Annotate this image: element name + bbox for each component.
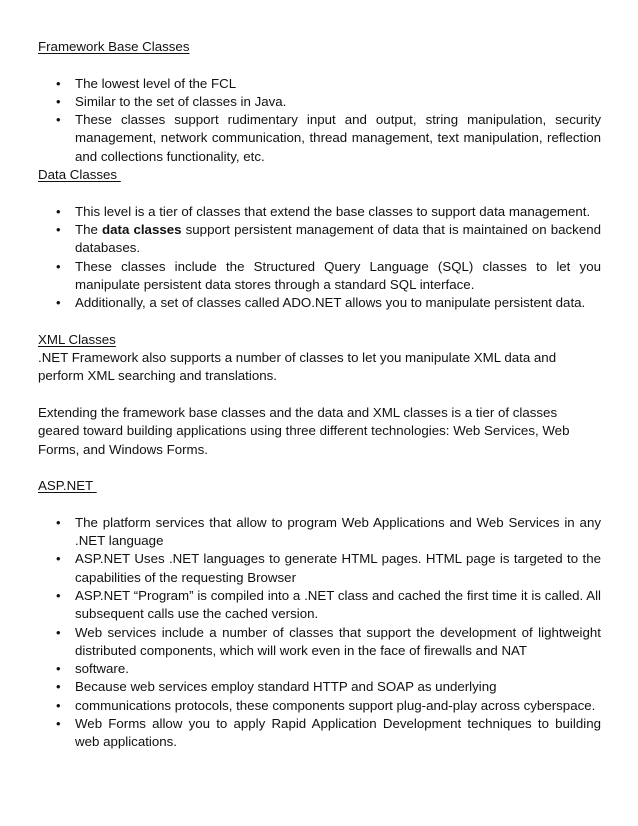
- list-item: • ASP.NET “Program” is compiled into a .NET class and cached the first time it is called. All subsequent calls use the cached version.: [56, 587, 601, 622]
- list-item: • The platform services that allow to program Web Applications and Web Services in any .NET language: [56, 514, 601, 549]
- section-xml-classes: [38, 331, 601, 349]
- bullet-icon: •: [56, 93, 61, 109]
- list-item: • Because web services employ standard HTTP and SOAP as underlying: [38, 678, 601, 696]
- bullet-icon: •: [56, 203, 61, 219]
- bullet-icon: •: [56, 75, 61, 91]
- list-item: • This level is a tier of classes that extend the base classes to support data management.: [38, 203, 601, 221]
- section-asp-net: [38, 477, 601, 495]
- bullet-icon: •: [56, 715, 61, 731]
- extending-paragraph: Extending the framework base classes and the data and XML classes is a tier of classes geared toward building applications using three different technologies: Web Services, Web Forms, and Windows Forms.: [38, 404, 570, 457]
- document-page: [38, 38, 601, 752]
- bullet-icon: •: [56, 679, 61, 695]
- bullet-icon: •: [56, 221, 61, 237]
- list-item: • The lowest level of the FCL: [38, 75, 601, 93]
- section-heading-framework-base-classes: Framework Base Classes: [38, 39, 190, 54]
- bullet-icon: •: [56, 258, 61, 274]
- list-item: • These classes support rudimentary input and output, string manipulation, security management, network communication, thread management, text manipulation, reflection and collections functionality, etc.: [56, 112, 601, 164]
- framework-base-classes-list: [38, 75, 601, 166]
- section-heading-xml-classes: XML Classes: [38, 331, 116, 347]
- list-item: • The data classes support persistent management of data that is maintained on backend databases.: [56, 221, 601, 256]
- xml-paragraph: .NET Framework also supports a number of classes to let you manipulate XML data and perform XML searching and translations.: [38, 350, 557, 384]
- list-item: • Similar to the set of classes in Java.: [38, 93, 601, 111]
- section-data-classes: [38, 166, 601, 184]
- bullet-icon: •: [56, 295, 61, 311]
- list-item: • Additionally, a set of classes called ADO.NET allows you to manipulate persistent data.: [38, 294, 601, 312]
- bullet-icon: •: [56, 624, 61, 640]
- section-heading-asp-net: ASP.NET: [38, 478, 97, 494]
- list-item: • software.: [38, 660, 601, 678]
- bold-term: data classes: [102, 221, 182, 237]
- bullet-icon: •: [56, 587, 61, 603]
- bullet-icon: •: [56, 661, 61, 677]
- list-item: • Web Forms allow you to apply Rapid Application Development techniques to building web applications.: [56, 715, 601, 750]
- data-classes-list: [38, 203, 601, 313]
- section-framework-base-classes: [38, 38, 601, 56]
- list-item: • Web services include a number of classes that support the development of lightweight distributed components, which will work even in the face of firewalls and NAT: [56, 624, 601, 658]
- bullet-icon: •: [56, 514, 61, 530]
- bullet-icon: •: [56, 697, 61, 713]
- list-item: • These classes include the Structured Query Language (SQL) classes to let you manipulate persistent data stores through a standard SQL interface.: [56, 258, 601, 292]
- asp-net-list: [38, 514, 601, 752]
- list-item: • communications protocols, these components support plug-and-play across cyberspace.: [38, 697, 601, 715]
- section-heading-data-classes: Data Classes: [38, 167, 121, 183]
- bullet-icon: •: [56, 551, 61, 567]
- bullet-icon: •: [56, 112, 61, 128]
- list-item: • ASP.NET Uses .NET languages to generate HTML pages. HTML page is targeted to the capabilities of the requesting Browser: [56, 551, 601, 585]
